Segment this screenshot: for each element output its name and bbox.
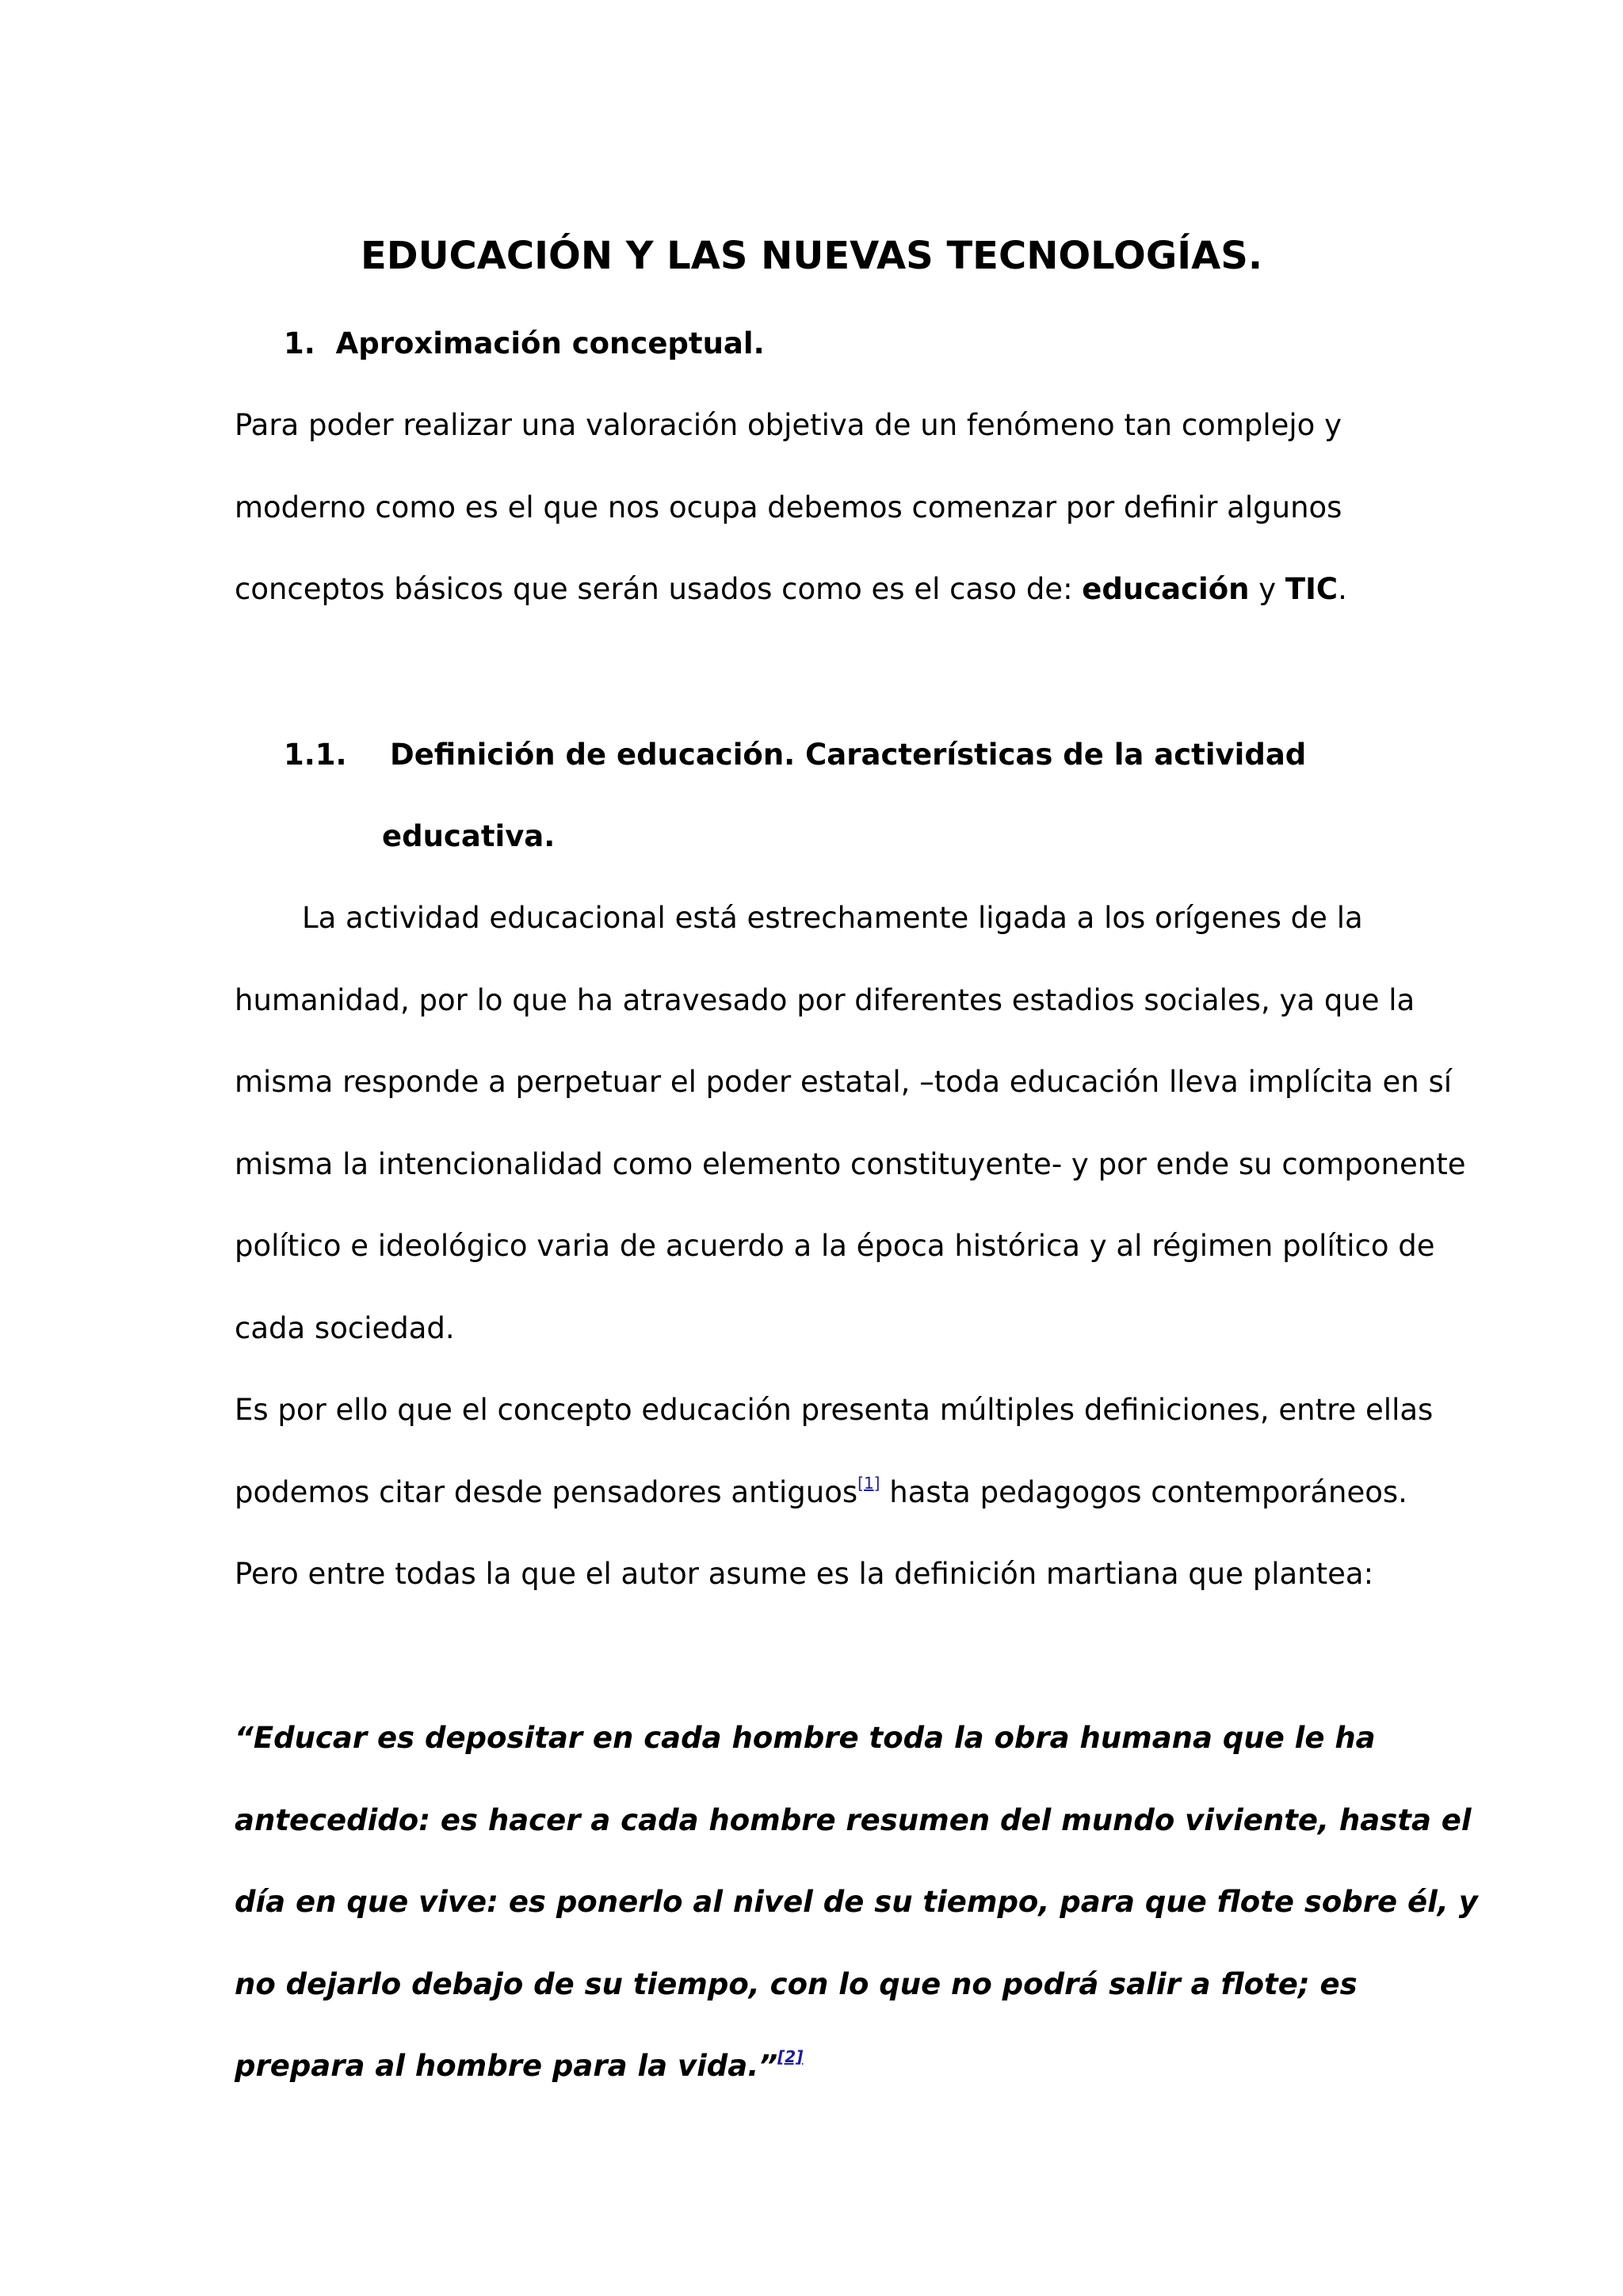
para-2-line-2-text: podemos citar desde pensadores antiguos [235, 1475, 858, 1509]
intro-line-1: Para poder realizar una valoración objetiva de un fenómeno tan complejo y [235, 408, 1342, 442]
section-1-1-number: 1.1. [284, 738, 347, 772]
intro-line-3-period: . [1338, 572, 1347, 606]
footnote-2-link[interactable]: [2] [777, 2046, 804, 2066]
section-1-1-title-line-1: Definición de educación. Características de la actividad [390, 738, 1307, 772]
para-1-line-5: político e ideológico varia de acuerdo a la época histórica y al régimen político de [235, 1229, 1435, 1263]
section-1-heading [284, 325, 765, 363]
quote-line-1: “Educar es depositar en cada hombre toda la obra humana que le ha [235, 1721, 1376, 1755]
para-2-line-1: Es por ello que el concepto educación presenta múltiples definiciones, entre ellas [235, 1393, 1434, 1427]
para-1-line-2: humanidad, por lo que ha atravesado por diferentes estadios sociales, ya que la [235, 983, 1415, 1017]
para-1-line-3: misma responde a perpetuar el poder estatal, –toda educación lleva implícita en sí [235, 1065, 1453, 1099]
intro-line-2: moderno como es el que nos ocupa debemos comenzar por definir algunos [235, 490, 1342, 524]
section-1-1-heading [284, 736, 1306, 774]
document-title: EDUCACIÓN Y LAS NUEVAS TECNOLOGÍAS. [360, 234, 1263, 278]
term-educacion: educación [1082, 572, 1250, 606]
footnote-1-link[interactable]: [1] [857, 1473, 880, 1493]
intro-line-3 [235, 570, 1347, 608]
section-1-1-title-line-2: educativa. [382, 819, 556, 853]
quote-line-4: no dejarlo debajo de su tiempo, con lo que no podrá salir a flote; es [235, 1967, 1358, 2001]
quote-line-5 [235, 2047, 803, 2085]
section-1-title: Aproximación conceptual. [335, 326, 765, 360]
intro-line-3-text: conceptos básicos que serán usados como es el caso de: [235, 572, 1083, 606]
quote-line-2: antecedido: es hacer a cada hombre resumen del mundo viviente, hasta el [235, 1803, 1472, 1837]
para-1-line-6: cada sociedad. [235, 1311, 455, 1345]
section-1-number: 1. [284, 326, 315, 360]
para-2-line-2-rest: hasta pedagogos contemporáneos. [880, 1475, 1407, 1509]
quote-line-3: día en que vive: es ponerlo al nivel de su tiempo, para que flote sobre él, y [235, 1885, 1478, 1919]
intro-line-3-connector: y [1249, 572, 1285, 606]
para-1-line-1: La actividad educacional está estrechamente ligada a los orígenes de la [302, 901, 1363, 935]
para-2-line-3: Pero entre todas la que el autor asume es la definición martiana que plantea: [235, 1557, 1374, 1591]
quote-line-5-text: prepara al hombre para la vida.” [235, 2049, 778, 2083]
para-2-line-2 [235, 1474, 1407, 1512]
para-1-line-4: misma la intencionalidad como elemento constituyente- y por ende su componente [235, 1147, 1466, 1181]
term-tic: TIC [1285, 572, 1338, 606]
